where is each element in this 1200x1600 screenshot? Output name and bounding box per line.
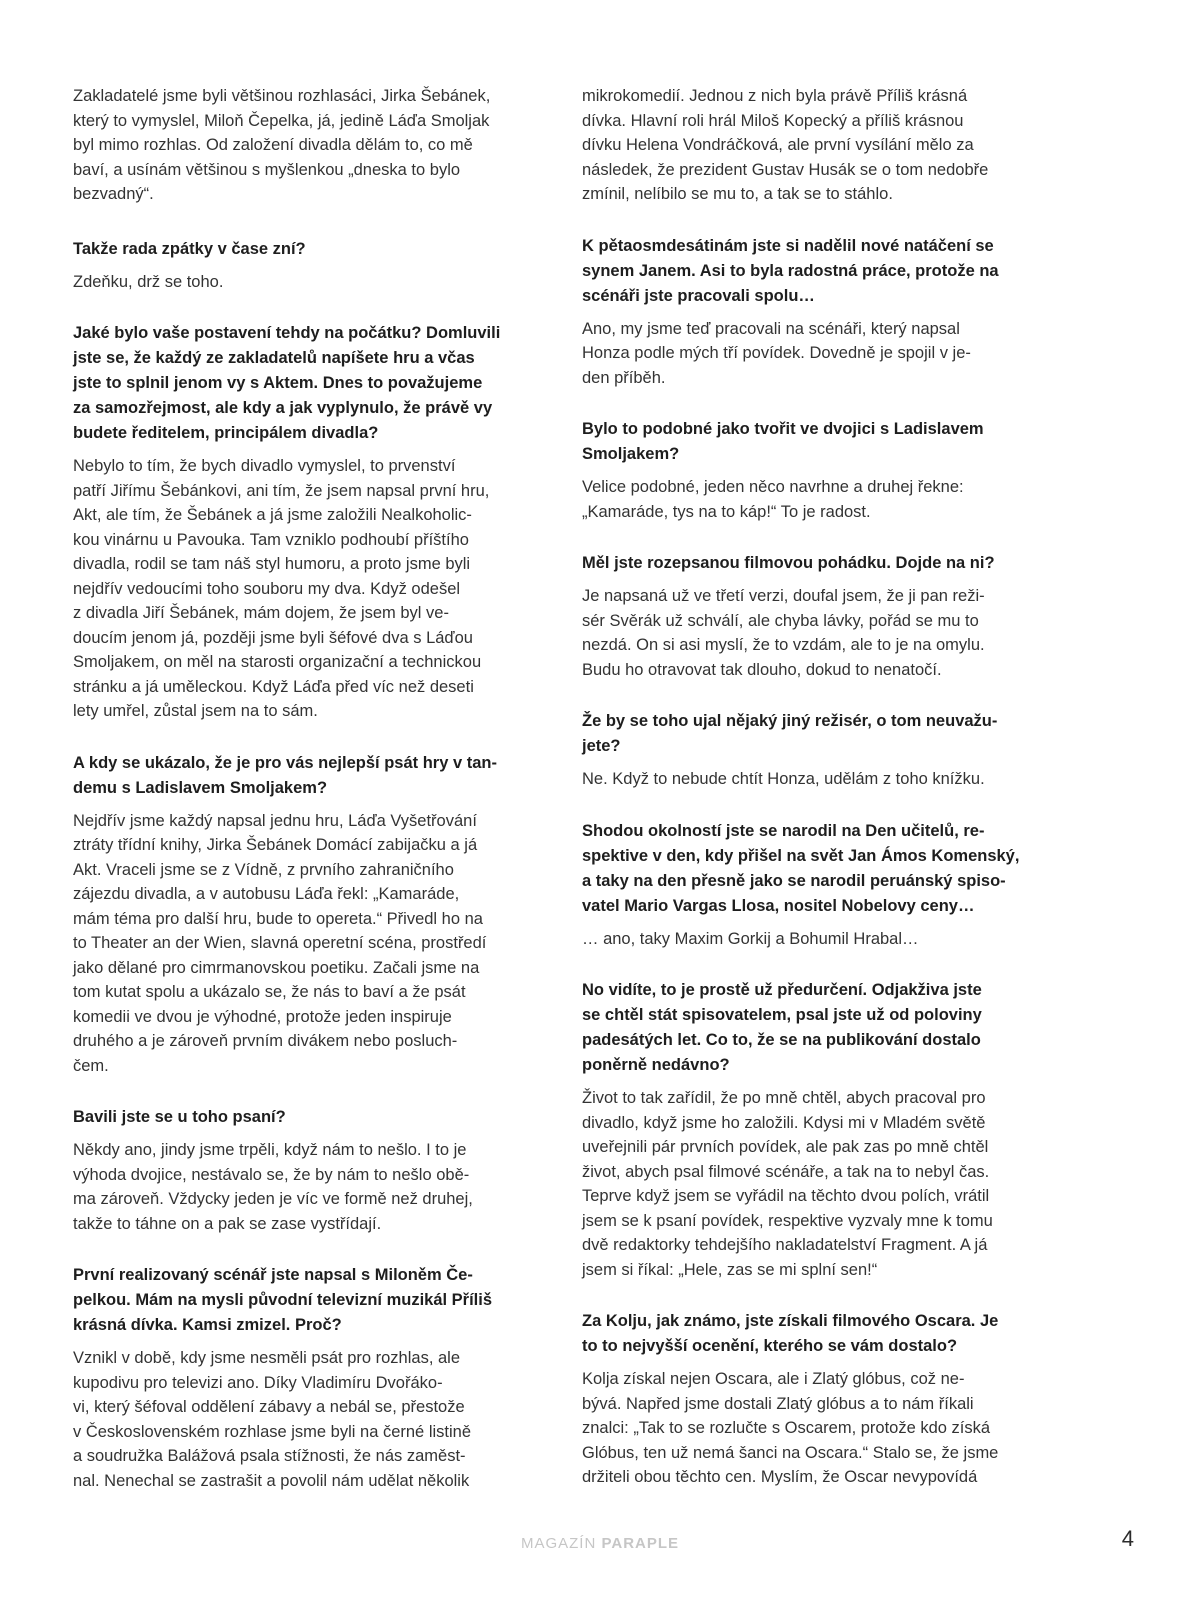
- question-text: Za Kolju, jak známo, jste získali filmového Oscara. Je to to nejvyšší ocenění, kterého se vám dostalo?: [582, 1312, 999, 1355]
- answer-text: Je napsaná už ve třetí verzi, doufal jsem, že ji pan reži- sér Svěrák už schválí, ale chyba lávky, pořád se mu to nezdá. On si asi myslí, že to vzdám, ale to je na omylu. Budu ho otravovat tak dlouho, dokud to nenatočí.: [582, 587, 985, 679]
- qa-block: [582, 819, 1040, 952]
- qa-block: [73, 1263, 531, 1493]
- answer-text: Velice podobné, jeden něco navrhne a druhej řekne: „Kamaráde, tys na to káp!“ To je radost.: [582, 478, 964, 521]
- qa-block: [582, 551, 1040, 682]
- qa-block: [73, 321, 531, 724]
- continued-paragraph: [582, 84, 1040, 207]
- qa-block: [73, 1105, 531, 1236]
- qa-block: [73, 751, 531, 1079]
- intro-paragraph: [73, 84, 531, 207]
- answer-text: Někdy ano, jindy jsme trpěli, když nám to nešlo. I to je výhoda dvojice, nestávalo se, že by nám to nešlo obě- ma zároveň. Vždycky jeden je víc ve formě než druhej, takže to táhne on a pak se zase vystřídají.: [73, 1141, 473, 1233]
- question-text: No vidíte, to je prostě už předurčení. Odjakživa jste se chtěl stát spisovatelem, psal jste už od poloviny padesátých let. Co to, že se na publikování dostalo poněrně nedávno?: [582, 981, 982, 1074]
- brand-light-text: MAGAZÍN: [520, 1535, 602, 1552]
- answer-text: … ano, taky Maxim Gorkij a Bohumil Hrabal…: [582, 929, 919, 948]
- question-text: První realizovaný scénář jste napsal s Miloněm Če- pelkou. Mám na mysli původní televizní muzikál Příliš krásná dívka. Kamsi zmizel. Proč?: [73, 1266, 493, 1334]
- question-text: A kdy se ukázalo, že je pro vás nejlepší psát hry v tan- demu s Ladislavem Smoljakem?: [73, 753, 497, 797]
- qa-block: [582, 417, 1040, 524]
- question-text: Shodou okolností jste se narodil na Den učitelů, re- spektive v den, kdy přišel na svět Jan Ámos Komenský, a taky na den přesně jako se narodil peruánský spiso- vatel Mario Vargas Llosa, nositel Nobelovy ceny…: [582, 821, 1020, 915]
- question-text: Bavili jste se u toho psaní?: [73, 1108, 286, 1126]
- answer-text: Zakladatelé jsme byli většinou rozhlasáci, Jirka Šebánek, který to vymyslel, Miloň Čepelka, já, jedině Láďa Smoljak byl mimo rozhlas. Od založení divadla dělám to, co mě baví, a usínám většinou s myšlenkou „dneska to bylo bezvadný“.: [73, 87, 491, 203]
- qa-block: [582, 234, 1040, 391]
- question-text: Že by se toho ujal nějaký jiný režisér, o tom neuvažu- jete?: [582, 712, 998, 755]
- answer-text: Nebylo to tím, že bych divadlo vymyslel, to prvenství patří Jiřímu Šebánkovi, ani tím, že jsem napsal první hru, Akt, ale tím, že Šebánek a já jsme založili Nealkoholic- kou vinárnu u Pavouka. Tam vzniklo podhoubí příštího divadla, rodil se tam náš styl humoru, a proto jsme byli nejdřív vedoucími toho souboru my dva. Když odešel z divadla Jiří Šebánek, mám dojem, že jsem byl ve- doucím jenom já, později jsme byli šéfové dva s Láďou Smoljakem, on měl na starosti organizační a technickou stránku a já uměleckou. Když Láďa před víc než deseti lety umřel, zůstal jsem na to sám.: [73, 457, 490, 720]
- answer-text: Kolja získal nejen Oscara, ale i Zlatý glóbus, což ne- bývá. Napřed jsme dostali Zlatý glóbus a to nám říkali znalci: „Tak to se rozlučte s Oscarem, protože kdo získá Glóbus, ten už nemá šanci na Oscara.“ Stalo se, že jsme držiteli obou těchto cen. Myslím, že Oscar nevypovídá: [582, 1370, 999, 1486]
- answer-text: Ne. Když to nebude chtít Honza, udělám z toho knížku.: [582, 770, 985, 788]
- answer-text: Zdeňku, drž se toho.: [73, 272, 224, 291]
- answer-text: Vznikl v době, kdy jsme nesměli psát pro rozhlas, ale kupodivu pro televizi ano. Díky Vladimíru Dvořáko- vi, který šéfoval oddělení zábavy a nebál se, přestože v Československém rozhlase jsme byli na černé listině a soudružka Balážová psala stížnosti, že nás zaměst- nal. Nenechal se zastrašit a povolil nám udělat několik: [73, 1349, 471, 1490]
- question-text: Měl jste rozepsanou filmovou pohádku. Dojde na ni?: [582, 554, 995, 572]
- qa-block: [582, 709, 1040, 792]
- question-text: Jaké bylo vaše postavení tehdy na počátku? Domluvili jste se, že každý ze zakladatelů napíšete hru a včas jste to splnil jenom vy s Aktem. Dnes to považujeme za samozřejmost, ale kdy a jak vyplynulo, že právě vy budete ředitelem, principálem divadla?: [73, 324, 501, 442]
- answer-text: Nejdřív jsme každý napsal jednu hru, Láďa Vyšetřování ztráty třídní knihy, Jirka Šebánek Domácí zabijačku a já Akt. Vraceli jsme se z Vídně, z prvního zahraničního zájezdu divadla, a v autobusu Láďa řekl: „Kamaráde, mám téma pro další hru, bude to opereta.“ Přivedl ho na to Theater an der Wien, slavná operetní scéna, prostředí jako dělané pro cimrmanovskou poetiku. Začali jsme na tom kutat spolu a ukázalo se, že nás to baví a že psát komedii ve dvou je výhodné, protože jeden inspiruje druhého a je zároveň prvním divákem nebo posluch- čem.: [73, 811, 487, 1075]
- qa-block: [582, 978, 1040, 1282]
- answer-text: mikrokomedií. Jednou z nich byla právě Příliš krásná dívka. Hlavní roli hrál Miloš Kopecký a příliš krásnou dívku Helena Vondráčková, ale první vysílání mělo za následek, že prezident Gustav Husák se o tom nedobře zmínil, nelíbilo se mu to, a tak se to stáhlo.: [582, 87, 989, 203]
- question-text: Takže rada zpátky v čase zní?: [73, 239, 306, 258]
- right-column: [582, 84, 1040, 1517]
- page-number: 4: [1121, 1526, 1134, 1551]
- answer-text: Ano, my jsme teď pracovali na scénáři, který napsal Honza podle mých tří povídek. Dovedně je spojil v je- den příběh.: [582, 319, 971, 387]
- magazine-brand: [0, 1535, 1200, 1552]
- question-text: Bylo to podobné jako tvořit ve dvojici s Ladislavem Smoljakem?: [582, 420, 984, 463]
- answer-text: Život to tak zařídil, že po mně chtěl, abych pracoval pro divadlo, když jsme ho založili. Kdysi mi v Mladém světě uveřejnili pár prvních povídek, ale pak zas po mně chtěl život, abych psal filmové scénáře, a tak na to nebyl čas. Teprve když jsem se vyřádil na těchto dvou polích, vrátil jsem se k psaní povídek, respektive vyzvaly mne k tomu dvě redaktorky tehdejšího nakladatelství Fragment. A já jsem si říkal: „Hele, zas se mi splní sen!“: [582, 1089, 993, 1279]
- left-column: [73, 84, 531, 1520]
- brand-bold-text: PARAPLE: [601, 1535, 680, 1552]
- question-text: K pětaosmdesátinám jste si nadělil nové natáčení se synem Janem. Asi to byla radostná práce, protože na scénáři jste pracovali spolu…: [582, 236, 999, 305]
- qa-block: [73, 237, 531, 295]
- qa-block: [582, 1309, 1040, 1490]
